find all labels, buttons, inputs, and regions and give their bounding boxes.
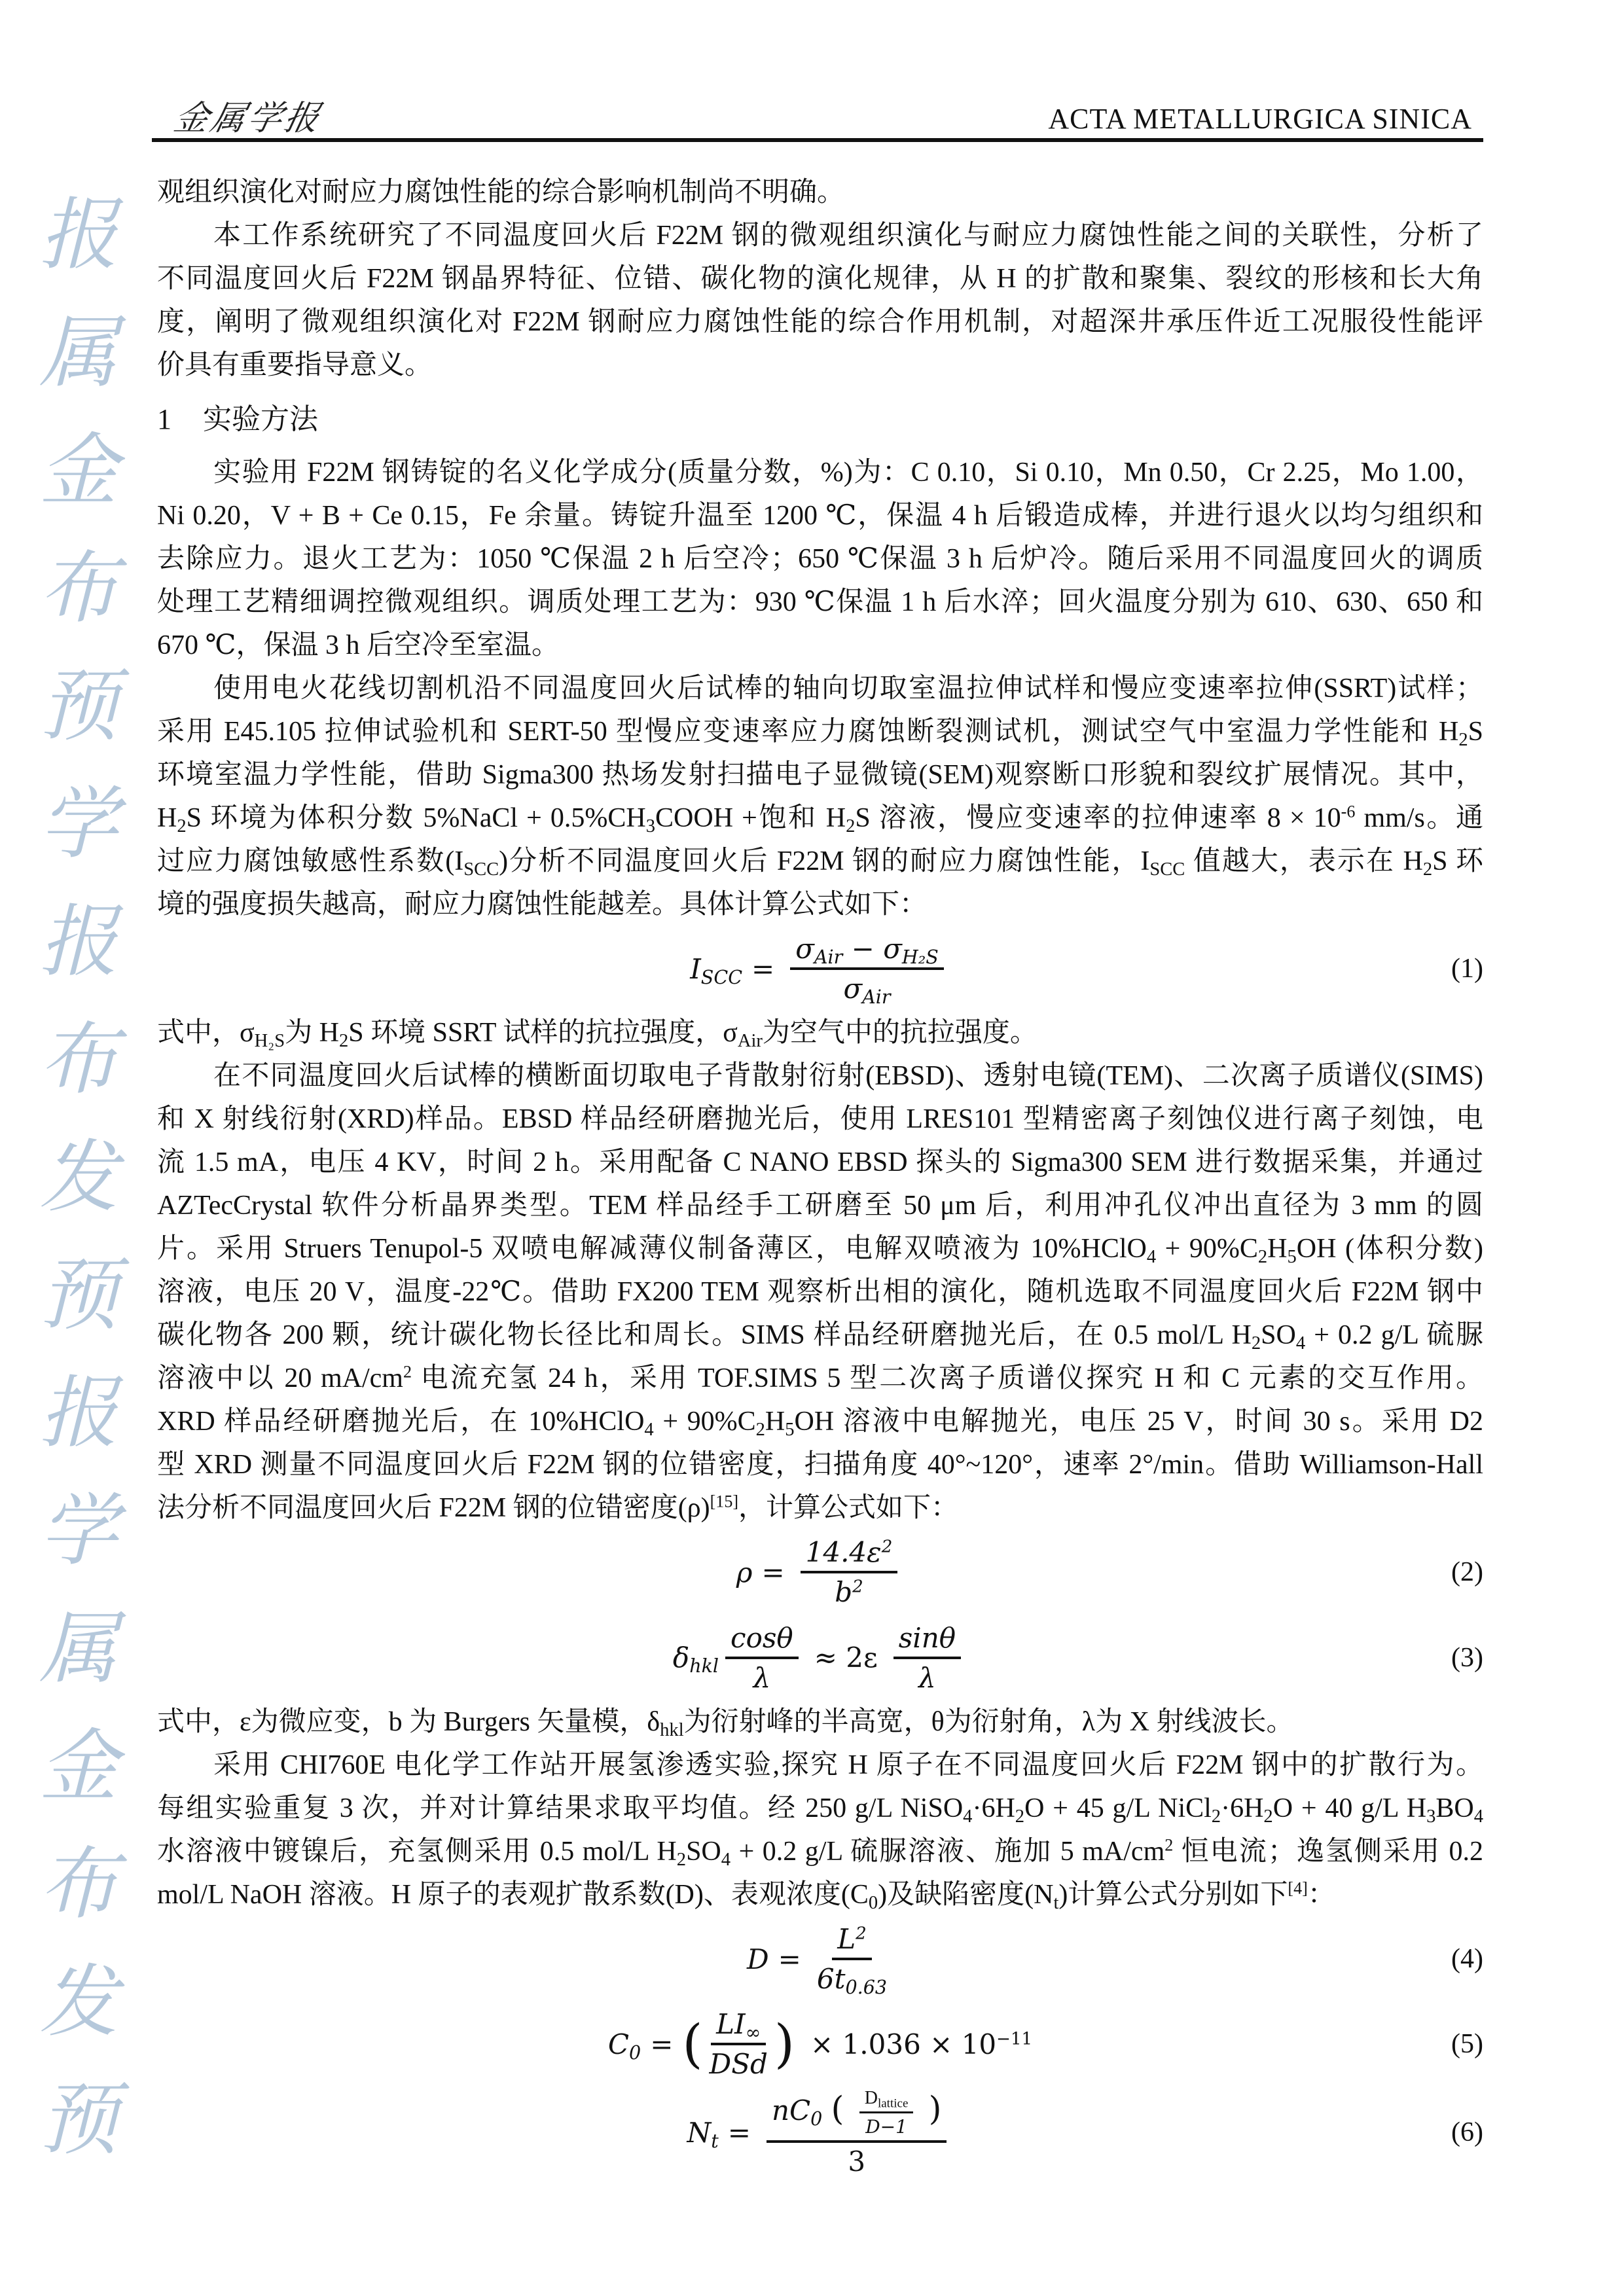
watermark-glyph: 报 — [39, 190, 118, 281]
text-line: 水溶液中镀镍后，充氢侧采用 0.5 mol/L $H_2SO_4 + 0.2$ g/L 硫脲溶液、施加 5 $mA/cm^2$ 恒电流；逸氢侧采用 0.2 — [157, 1835, 1483, 1870]
text-line: 流 1.5 mA，电压 4 KV，时间 2 h。采用配备 C NANO EBSD 探头的 Sigma300 SEM 进行数据采集，并通过 — [157, 1147, 1483, 1177]
text-line: 采用 E45.105 拉伸试验机和 SERT-50 型慢应变速率应力腐蚀断裂测试机，测试空气中室温力学性能和 $H_2S$ — [157, 717, 1483, 750]
eq6-right-paren: ) — [928, 2089, 942, 2128]
eq3-approx: ≈ 2ε — [814, 1641, 878, 1674]
text-line: 境的强度损失越高，耐应力腐蚀性能越差。具体计算公式如下： — [157, 889, 928, 920]
eq5-right-paren: ) — [774, 2013, 795, 2075]
eq4-numerator: $L^2$ — [832, 1923, 871, 1960]
text-line: 式中，ε为微应变，b 为 Burgers 矢量模，$\delta_{hkl}$为衍射峰的半高宽，θ为衍射角，λ为 X 射线波长。 — [157, 1707, 1294, 1740]
eq3-fraction-sin — [893, 1622, 961, 1694]
eq3-denominator-cos: λ — [753, 1661, 771, 1694]
eq3-numerator-cos: cosθ — [725, 1622, 799, 1659]
text-line: 价具有重要指导意义。 — [157, 350, 433, 380]
eq2-denominator: $b^2$ — [835, 1576, 863, 1608]
watermark-glyph: 学 — [39, 779, 118, 870]
text-line: 度，阐明了微观组织演化对 F22M 钢耐应力腐蚀性能的综合作用机制，对超深井承压件近工况服役性能评 — [157, 307, 1483, 337]
text-line: 处理工艺精细调控微观组织。调质处理工艺为：930 ℃保温 1 h 后水淬；回火温度分别为 610、630、650 和 — [157, 587, 1483, 617]
text-line: 溶液中以 20 $mA/cm^2$ 电流充氢 24 h，采用 TOF.SIMS 5 型二次离子质谱仪探究 H 和 C 元素的交互作用。 — [157, 1362, 1483, 1393]
text-line: 去除应力。退火工艺为：1050 ℃保温 2 h 后空冷；650 ℃保温 3 h 后炉冷。随后采用不同温度回火的调质 — [157, 544, 1483, 574]
watermark-glyph: 学 — [39, 1486, 118, 1577]
eq4-equals: = — [778, 1943, 801, 1975]
header-divider — [152, 138, 1483, 142]
eq6-fraction — [767, 2088, 947, 2178]
text-line: 观组织演化对耐应力腐蚀性能的综合影响机制尚不明确。 — [157, 177, 845, 207]
journal-logo: 金属学报 — [170, 99, 326, 138]
eq6-lhs: $N_t$ — [687, 2116, 719, 2152]
text-line: 670 ℃，保温 3 h 后空冷至室温。 — [157, 630, 559, 660]
eq6-inner-fraction — [859, 2088, 914, 2138]
watermark-glyph: 布 — [39, 1014, 118, 1105]
eq5-fraction — [710, 2008, 768, 2080]
eq1-denominator: $\sigma_{Air}$ — [843, 973, 891, 1008]
watermark-glyph: 金 — [39, 425, 118, 516]
watermark-glyph: 金 — [39, 1721, 118, 1812]
eq4-fraction — [816, 1923, 888, 1998]
eq5-number: (5) — [1451, 2029, 1483, 2059]
text-line: 在不同温度回火后试棒的横断面切取电子背散射衍射(EBSD)、透射电镜(TEM)、二次离子质谱仪(SIMS) — [213, 1061, 1483, 1091]
text-line: 实验用 F22M 钢铸锭的名义化学成分(质量分数，%)为：C 0.10，Si 0.10，Mn 0.50，Cr 2.25，Mo 1.00， — [213, 457, 1483, 488]
watermark-glyph: 发 — [39, 1132, 118, 1223]
text-line: 法分析不同温度回火后 F22M 钢的位错密度(ρ)[15]，计算公式如下： — [157, 1492, 959, 1523]
text-line: 型 XRD 测量不同温度回火后 F22M 钢的位错密度，扫描角度 40°~120°，速率 2°/min。借助 Williamson-Hall — [157, 1450, 1483, 1480]
text-line: 和 X 射线衍射(XRD)样品。EBSD 样品经研磨抛光后，使用 LRES101 型精密离子刻蚀仪进行离子刻蚀，电 — [157, 1104, 1483, 1134]
text-line: 碳化物各 200 颗，统计碳化物长径比和周长。SIMS 样品经研磨抛光后，在 0.5 mol/L $H_2SO_4 + 0.2$ g/L 硫脲 — [157, 1320, 1483, 1354]
text-line: 本工作系统研究了不同温度回火后 F22M 钢的微观组织演化与耐应力腐蚀性能之间的关联性，分析了 — [213, 221, 1483, 251]
eq3-number: (3) — [1451, 1642, 1483, 1673]
text-line: 片。采用 Struers Tenupol-5 双喷电解减薄仪制备薄区，电解双喷液为 10%HClO$_4$ + $90\%C_2H_5OH$ (体积分数) — [157, 1234, 1484, 1267]
equation-1 — [157, 926, 1483, 1011]
eq6-equals: = — [727, 2116, 751, 2149]
eq5-numerator: $LI_\infty$ — [711, 2008, 766, 2045]
text-line: AZTecCrystal 软件分析晶界类型。TEM 样品经手工研磨至 50 μm 后，利用冲孔仪冲出直径为 3 mm 的圆 — [157, 1191, 1483, 1221]
eq6-left-paren: ( — [831, 2089, 844, 2128]
text-line: 环境室温力学性能，借助 Sigma300 热场发射扫描电子显微镜(SEM)观察断口形貌和裂纹扩展情况。其中， — [157, 760, 1483, 790]
eq3-fraction-cos — [725, 1622, 799, 1694]
text-line: mol/L NaOH 溶液。H 原子的表观扩散系数(D)、表观浓度$(C_0)$及缺陷密度$(N_t)$计算公式分别如下[4]： — [157, 1878, 1335, 1913]
section-number: 1 — [157, 403, 171, 435]
eq2-number: (2) — [1451, 1557, 1483, 1587]
eq2-numerator: $14.4\varepsilon^2$ — [801, 1536, 898, 1573]
text-line: 式中，$\sigma_{H_2S}$为 $H_2S$ 环境 SSRT 试样的抗拉强度，$\sigma_{Air}$为空气中的抗拉强度。 — [157, 1018, 1038, 1051]
section-heading — [157, 398, 1483, 441]
eq3-lhs: $\delta_{hkl}$ — [672, 1641, 719, 1677]
eq1-equals: = — [751, 952, 775, 985]
watermark-glyph: 报 — [39, 1368, 118, 1459]
text-line: Ni 0.20，V + B + Ce 0.15，Fe 余量。铸锭升温至 1200 ℃，保温 4 h 后锻造成棒，并进行退火以均匀组织和 — [157, 501, 1483, 531]
text-line: 采用 CHI760E 电化学工作站开展氢渗透实验,探究 H 原子在不同温度回火后 F22M 钢中的扩散行为。 — [213, 1750, 1483, 1780]
text-line: XRD 样品经研磨抛光后，在 10%HClO$_4$ + $90\%C_2H_5OH$ 溶液中电解抛光，电压 25 V，时间 30 s。采用 D2 — [157, 1407, 1484, 1440]
watermark-glyph: 报 — [39, 897, 118, 988]
equations-4-6 — [157, 1916, 1483, 2178]
eq6-inner-numerator: $D_{lattice}$ — [859, 2088, 914, 2113]
watermark-glyph: 布 — [39, 543, 118, 634]
eq2-fraction — [801, 1536, 898, 1608]
eq6-number: (6) — [1451, 2117, 1483, 2147]
eq6-denominator: 3 — [848, 2145, 866, 2178]
text-line: $H_2S$ 环境为体积分数 5%NaCl + $0.5\%CH_3COOH$ +饱和 $H_2S$ 溶液，慢应变速率的拉伸速率 $8 \times 10^{-6}$ mm/s。通 — [157, 802, 1484, 836]
eq4-lhs: D — [746, 1943, 769, 1975]
eq6-num-coef: $nC_0$ — [771, 2094, 823, 2130]
eq4-number: (4) — [1451, 1944, 1483, 1974]
eq5-left-paren: ( — [682, 2013, 703, 2075]
eq3-numerator-sin: sinθ — [893, 1622, 961, 1659]
watermark-glyph: 属 — [39, 308, 118, 399]
watermark-glyph: 预 — [39, 2075, 118, 2166]
eq5-equals: = — [650, 2028, 674, 2060]
eq5-lhs: $C_0$ — [607, 2028, 641, 2064]
page-body — [157, 171, 1483, 2178]
eq1-lhs: $I_{SCC}$ — [690, 952, 743, 988]
journal-title: ACTA METALLURGICA SINICA — [1048, 103, 1472, 135]
eq5-denominator: DSd — [709, 2048, 768, 2080]
eq4-denominator: $6t_{0.63}$ — [816, 1963, 888, 1998]
eq1-numerator: $\sigma_{Air} - \sigma_{H_2S}$ — [790, 933, 944, 970]
eq1-number: (1) — [1451, 954, 1483, 984]
watermark-glyph: 布 — [39, 1839, 118, 1930]
watermark-glyph: 属 — [39, 1604, 118, 1695]
text-line: 不同温度回火后 F22M 钢晶界特征、位错、碳化物的演化规律，从 H 的扩散和聚集、裂纹的形核和长大角 — [157, 264, 1483, 294]
eq2-equals: = — [761, 1556, 785, 1588]
watermark-glyph: 预 — [39, 661, 118, 752]
eq6-numerator — [767, 2088, 947, 2143]
watermark-glyph: 发 — [39, 1957, 118, 2048]
eq1-fraction — [790, 933, 944, 1008]
text-line: 使用电火花线切割机沿不同温度回火后试棒的轴向切取室温拉伸试样和慢应变速率拉伸(SSRT)试样； — [213, 673, 1483, 704]
eq5-tail: × $1.036 \times 10^{-11}$ — [810, 2028, 1033, 2060]
text-line: 每组实验重复 3 次，并对计算结果求取平均值。经 250 g/L $NiSO_4\cdot 6H_2O + 45$ g/L $NiCl_2\cdot 6H_2O + 40$ g/L $H_3BO_4$ — [157, 1793, 1483, 1827]
section-title: 实验方法 — [203, 403, 318, 436]
equations-2-3 — [157, 1530, 1483, 1700]
text-line: 过应力腐蚀敏感性系数$(I_{SCC})$分析不同温度回火后 F22M 钢的耐应力腐蚀性能，$I_{SCC}$ 值越大，表示在 $H_2S$ 环 — [157, 846, 1483, 880]
watermark-glyph: 预 — [39, 1250, 118, 1341]
text-line: 溶液，电压 20 V，温度-22℃。借助 FX200 TEM 观察析出相的演化，随机选取不同温度回火后 F22M 钢中 — [157, 1277, 1483, 1307]
eq2-lhs: ρ — [736, 1556, 753, 1588]
eq6-inner-denominator: D−1 — [865, 2115, 907, 2138]
eq3-denominator-sin: λ — [918, 1661, 936, 1694]
